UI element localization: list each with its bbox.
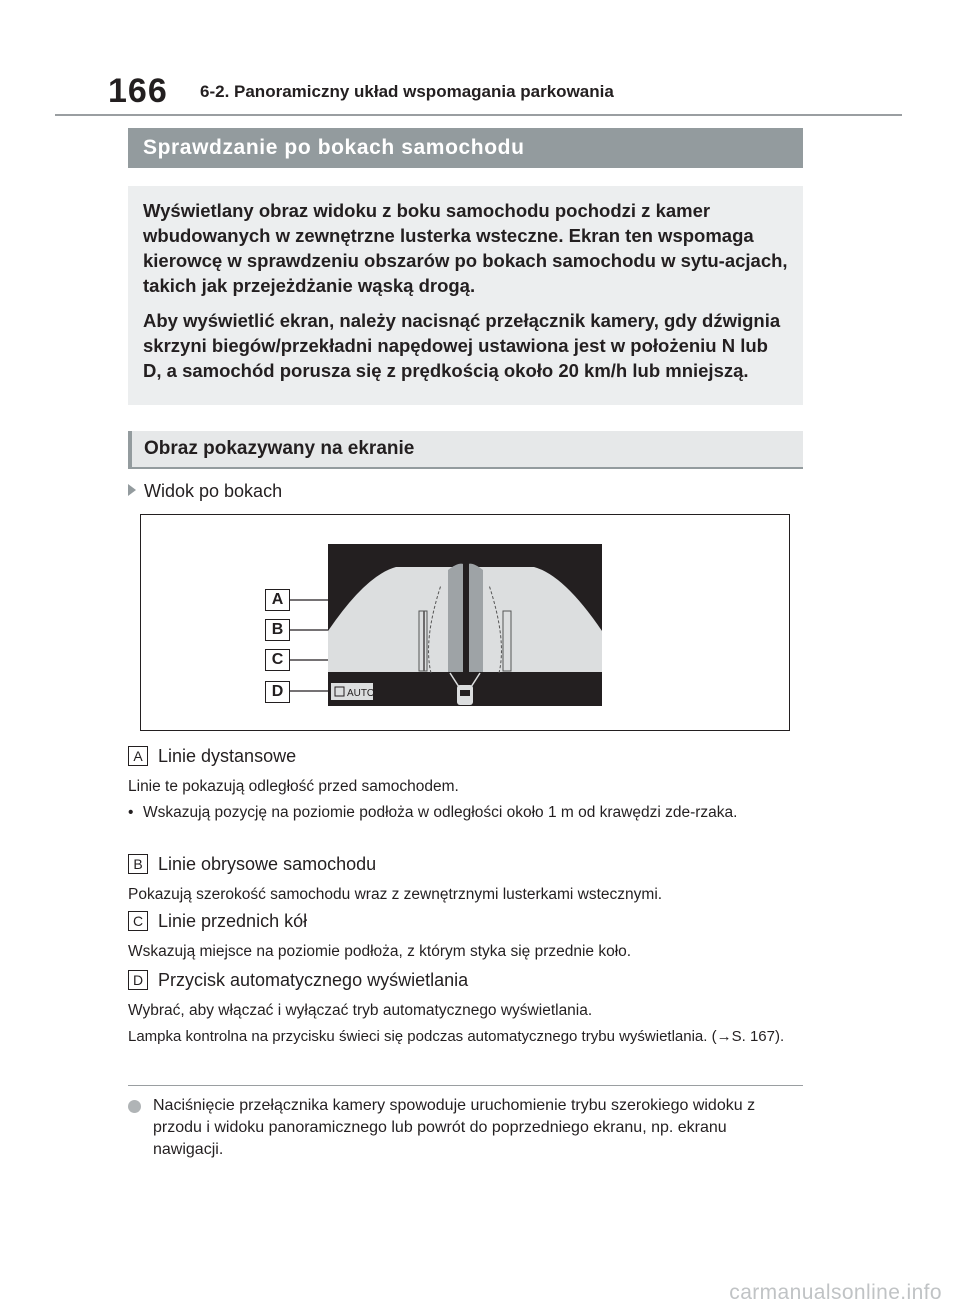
note: [128, 1095, 798, 1161]
note-text: Naciśnięcie przełącznika kamery spowoduje uruchomienie trybu szerokiego widoku z przodu i widoku panoramicznego lub powrót do poprzedniego ekranu, np. ekranu nawigacji.: [153, 1097, 756, 1158]
item-b: [128, 852, 808, 906]
item-a-bullet-text: Wskazują pozycję na poziomie podłoża w odległości około 1 m od krawędzi zde-rzaka.: [143, 804, 738, 821]
item-a: [128, 744, 808, 824]
side-view-screen: [141, 515, 789, 730]
item-a-title: Linie dystansowe: [158, 746, 297, 766]
item-a-text: Linie te pokazują odległość przed samochodem.: [128, 778, 459, 795]
intro-paragraph-2: Aby wyświetlić ekran, należy nacisnąć przełącznik kamery, gdy dźwignia skrzyni biegów/przekładni napędowej ustawiona jest w położeniu N lub D, a samochód porusza się z prędkością około 20 km/h lub mniejszą.: [143, 310, 781, 381]
view-caption-text: Widok po bokach: [144, 481, 283, 501]
subsection-title: Obraz pokazywany na ekranie: [128, 431, 803, 469]
item-d-text: Wybrać, aby włączać i wyłączać tryb automatycznego wyświetlania.: [128, 1002, 593, 1019]
badge-d: D: [128, 970, 148, 990]
circle-bullet-icon: [128, 1100, 141, 1113]
badge-a: A: [128, 746, 148, 766]
item-c-text: Wskazują miejsce na poziomie podłoża, z którym styka się przednie koło.: [128, 943, 632, 960]
header-divider: [55, 114, 902, 116]
badge-c: C: [128, 911, 148, 931]
bullet-dot: •: [128, 804, 134, 821]
callout-label-b: B: [265, 619, 290, 641]
intro-box: [128, 186, 803, 405]
item-d-text-2: Lampka kontrolna na przycisku świeci się podczas automatycznego trybu wyświetlania. (→S. 167).: [128, 1028, 785, 1045]
triangle-bullet-icon: [128, 484, 136, 496]
watermark: carmanualsonline.info: [729, 1281, 942, 1304]
camera-figure: [140, 514, 790, 731]
callout-label-a: A: [265, 589, 290, 611]
item-a-bullet: [128, 802, 808, 824]
page-number: 166: [108, 72, 168, 110]
item-d-title: Przycisk automatycznego wyświetlania: [158, 970, 469, 990]
item-c: [128, 909, 808, 963]
chapter-title: 6-2. Panoramiczny układ wspomagania parkowania: [200, 82, 614, 101]
auto-button-label: AUTO: [347, 688, 375, 699]
item-b-text: Pokazują szerokość samochodu wraz z zewnętrznymi lusterkami wstecznymi.: [128, 886, 663, 903]
callout-label-d: D: [265, 681, 290, 703]
item-c-title: Linie przednich kół: [158, 911, 308, 931]
callout-label-c: C: [265, 649, 290, 671]
badge-b: B: [128, 854, 148, 874]
view-caption: [128, 481, 282, 502]
intro-paragraph-1: Wyświetlany obraz widoku z boku samochodu pochodzi z kamer wbudowanych w zewnętrzne lusterka wsteczne. Ekran ten wspomaga kierowcę w sprawdzeniu obszarów po bokach samochodu w sytu-acjach, takich jak przejeżdżanie wąską drogą.: [143, 200, 788, 296]
section-title: Sprawdzanie po bokach samochodu: [128, 128, 803, 168]
item-b-title: Linie obrysowe samochodu: [158, 854, 377, 874]
note-divider: [128, 1085, 803, 1086]
item-d: [128, 968, 808, 1048]
